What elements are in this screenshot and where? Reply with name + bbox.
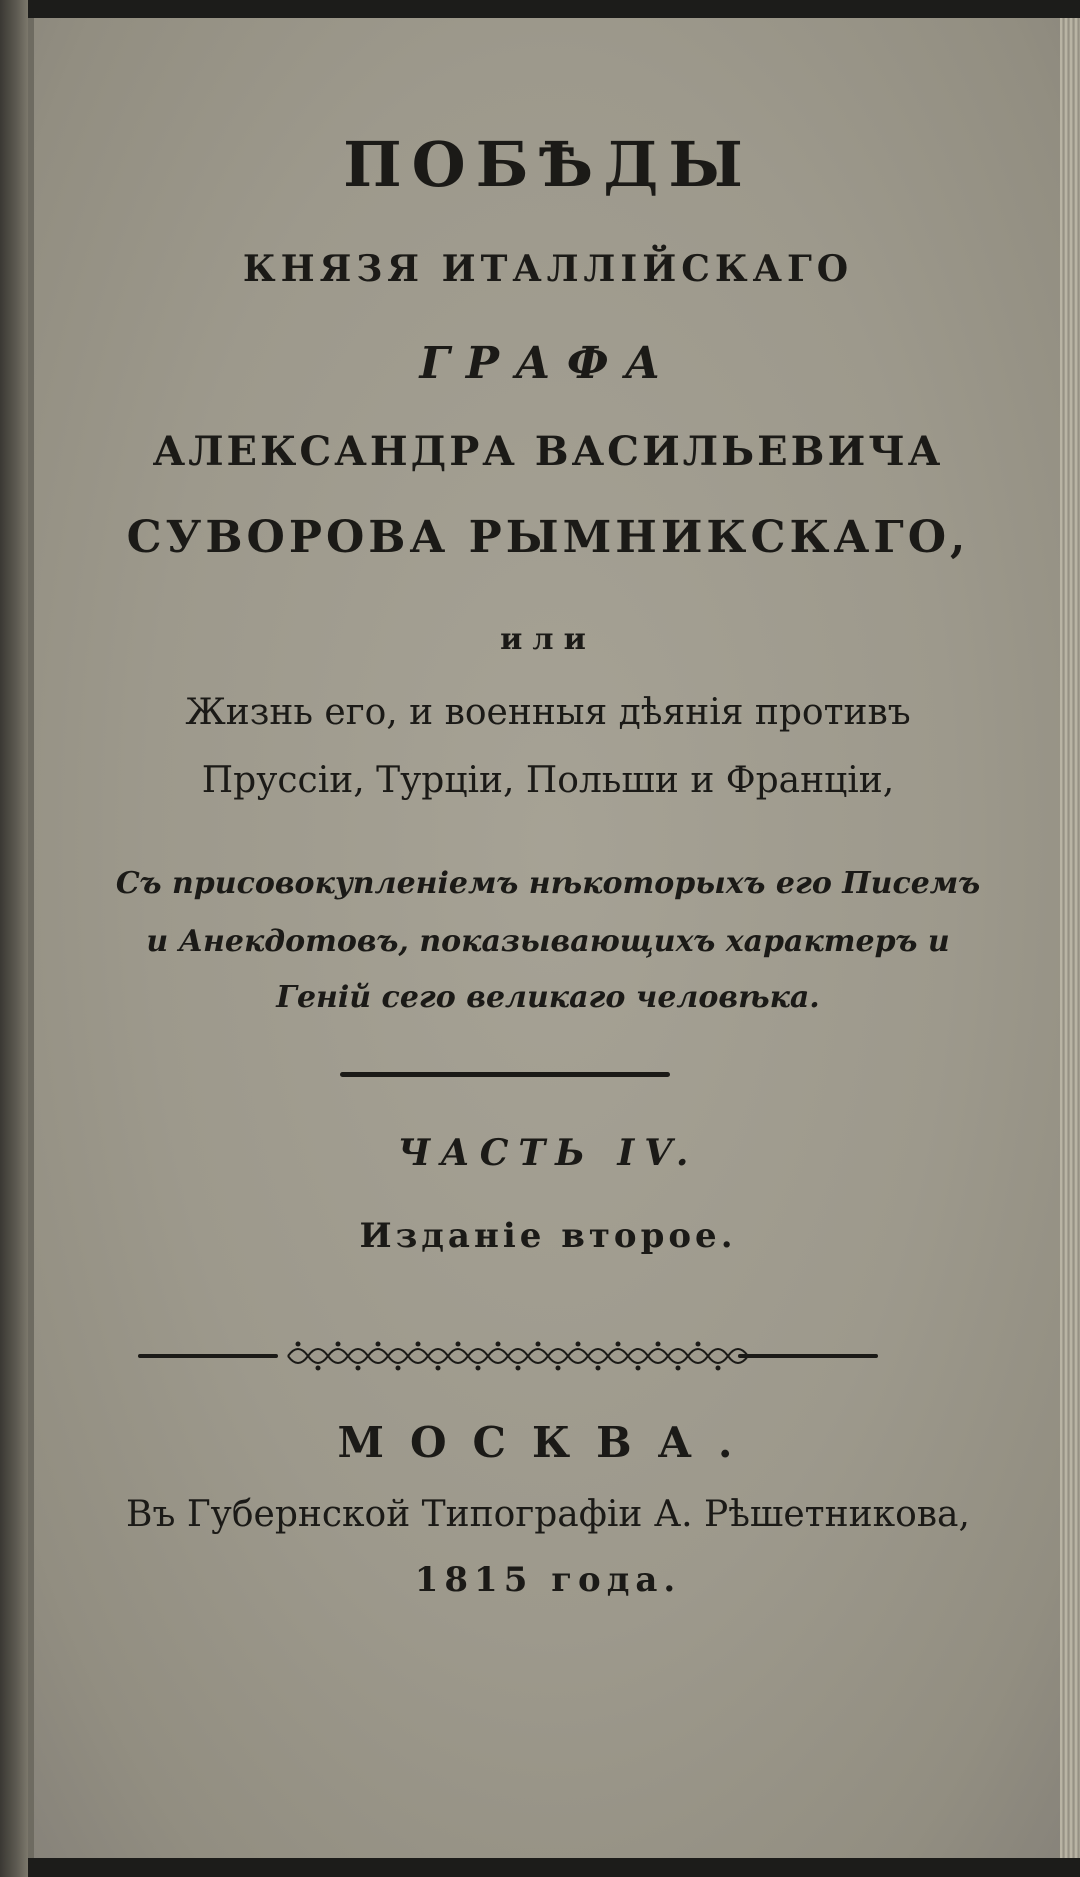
supplement-line-1: Съ присовокупленіемъ нѣкоторыхъ его Писемъ xyxy=(115,866,981,901)
vine-ornament-icon xyxy=(138,1336,878,1376)
main-title: ПОБѢДЫ xyxy=(343,128,753,201)
count-title: ГРАФА xyxy=(419,338,677,389)
supplement-line-3: Геній сего великаго человѣка. xyxy=(276,980,820,1015)
supplement-line-2: и Анекдотовъ, показывающихъ характеръ и xyxy=(146,924,950,959)
imprint-printer: Въ Губернской Типографіи А. Рѣшетникова, xyxy=(126,1494,970,1535)
imprint-year: 1815 года. xyxy=(414,1560,682,1600)
subtitle-line-2: Пруссіи, Турціи, Польши и Франціи, xyxy=(201,760,895,801)
ili-connector: или xyxy=(500,622,596,657)
divider-rule-icon xyxy=(340,1072,670,1077)
volume-part: ЧАСТЬ IV. xyxy=(397,1132,699,1174)
subtitle-line-1: Жизнь его, и военныя дѣянія противъ xyxy=(185,692,911,733)
name-line-2: СУВОРОВА РЫМНИКСКАГО, xyxy=(126,512,970,563)
name-line-1: АЛЕКСАНДРА ВАСИЛЬЕВИЧА xyxy=(152,428,944,475)
book-gutter xyxy=(0,0,28,1877)
prince-title: КНЯЗЯ ИТАЛЛІЙСКАГО xyxy=(242,248,854,290)
imprint-city: МОСКВА. xyxy=(337,1418,759,1467)
edition-label: Изданіе второе. xyxy=(359,1216,737,1256)
